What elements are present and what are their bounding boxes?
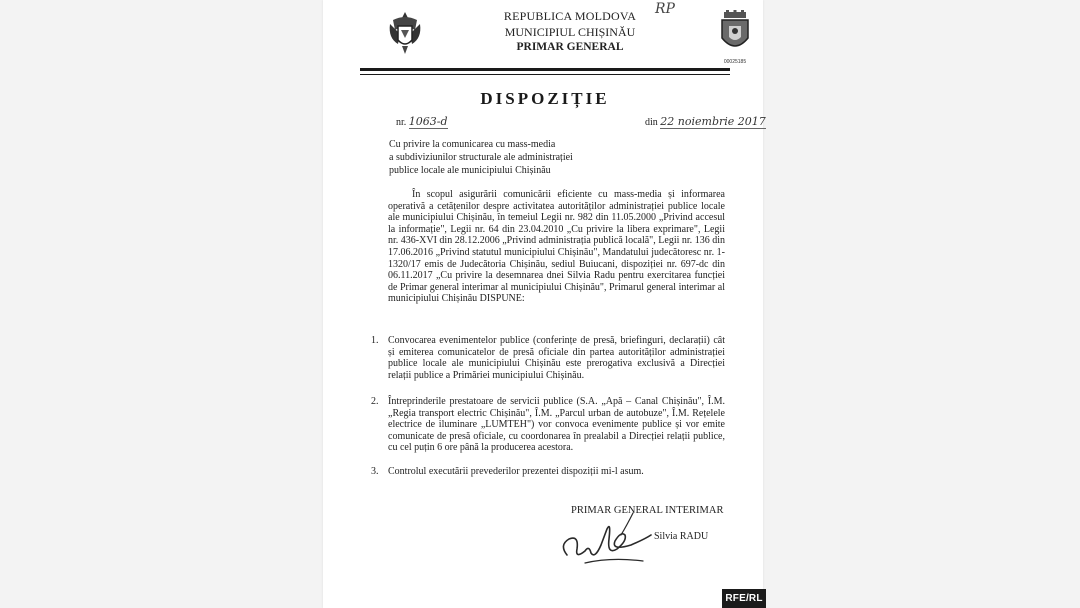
document-subject: [389, 138, 619, 177]
document-number: [396, 115, 448, 128]
item-number: 3.: [371, 466, 379, 477]
number-value: 1063-d: [408, 115, 448, 128]
subject-line: a subdiviziunilor structurale ale administrației: [389, 152, 573, 163]
item-text: Convocarea evenimentelor publice (conferințe de presă, briefinguri, declarații) cât și emiterea comunicatelor de presă oficiale din partea autorităților administrației publice locale ale municipiului Chișinău este prerogativa exclusivă a Direcției relații publice a Primăriei municipiului Chișinău.: [388, 335, 725, 381]
item-text: Controlul executării prevederilor prezentei dispoziții mi-l asum.: [388, 466, 644, 477]
signatory-name: Silvia RADU: [654, 531, 709, 542]
crest-serial-number: 00025185: [723, 59, 747, 65]
number-label: nr.: [396, 117, 407, 128]
subject-line: Cu privire la comunicarea cu mass-media: [389, 139, 556, 150]
date-label: din: [645, 117, 658, 128]
handwritten-mark: RP: [655, 1, 675, 17]
signatory-title: PRIMAR GENERAL INTERIMAR: [571, 505, 724, 516]
item-text: Întreprinderile prestatoare de servicii publice (S.A. „Apă – Canal Chișinău", Î.M. „Regia transport electric Chișinău", Î.M. „Parcul urban de autobuze", Î.M. Rețelele electrice de iluminare „LUMTEH") vor convoca evenimente publice și vor emite comunicate de presă oficiale, cu coordonarea în prealabil a Direcției relații publice, cu cel puțin 6 ore până la producerea acestora.: [388, 396, 725, 454]
header-divider-thin: [360, 74, 730, 75]
list-item: [371, 466, 725, 478]
handwritten-signature: [555, 505, 655, 575]
header-divider-thick: [360, 68, 730, 71]
subject-line: publice locale ale municipiului Chișinău: [389, 165, 551, 176]
item-number: 2.: [371, 396, 379, 407]
header-office: PRIMAR GENERAL: [516, 41, 624, 53]
document-title: DISPOZIȚIE: [480, 89, 610, 108]
list-item: [371, 335, 725, 381]
moldova-coat-of-arms-icon: [388, 10, 422, 56]
preamble-paragraph: În scopul asigurării comunicării eficiente cu mass-media și informarea operativă a cetățenilor despre activitatea autorităților administrației publice locale ale municipiului Chișinău, în temeiul Legii nr. 982 din 11.05.2000 „Privind accesul la informație", Legii nr. 64 din 23.04.2010 „Cu privire la libera exprimare", Legii nr. 436-XVI din 28.12.2006 „Privind administrația publică locală", Legii nr. 136 din 17.06.2016 „Privind statutul municipiului Chișinău", Mandatului judecătoresc nr. 1-1320/17 emis de Judecătoria Chișinău, sediul Buiucani, dispoziției nr. 697-dc din 06.11.2017 „Cu privire la desemnarea dnei Silvia Radu pentru exercitarea funcției de Primar general interimar al municipiului Chișinău", Primarul general interimar al municipiului Chișinău DISPUNE:: [388, 189, 725, 305]
chisinau-coat-of-arms-icon: [718, 10, 752, 56]
header-country: REPUBLICA MOLDOVA: [503, 9, 637, 23]
header-municipality: MUNICIPIUL CHIȘINĂU: [504, 25, 636, 39]
rferl-watermark-badge: RFE/RL: [722, 589, 766, 608]
document-date: [645, 115, 766, 128]
item-number: 1.: [371, 335, 379, 346]
list-item: [371, 396, 725, 454]
date-value: 22 noiembrie 2017: [660, 115, 766, 128]
